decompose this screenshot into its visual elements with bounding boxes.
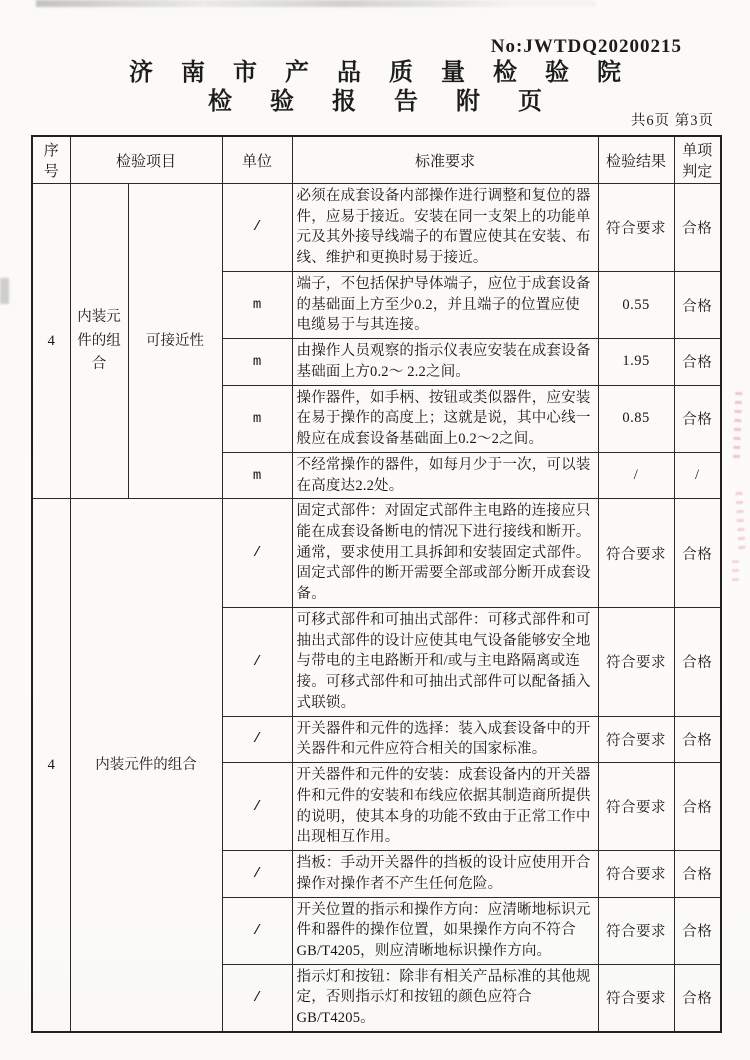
judgment-cell: 合格 (674, 964, 721, 1032)
unit-cell: / (222, 716, 292, 762)
report-subtitle: 检 验 报 告 附 页 (208, 88, 558, 115)
requirement-cell: 挡板：手动开关器件的挡板的设计应使用开合操作对操作者不产生任何危险。 (292, 851, 598, 897)
requirement-cell: 开关位置的指示和操作方向：应清晰地标识元件和器件的操作位置，如果操作方向不符合GB/T4205，则应清晰地标识操作方向。 (292, 897, 598, 964)
institute-name: 济 南 市 产 品 质 量 检 验 院 (129, 60, 632, 86)
judgment-cell: 合格 (674, 716, 721, 762)
requirement-cell: 由操作人员观察的指示仪表应安装在成套设备基础面上方0.2～ 2.2之间。 (292, 339, 598, 385)
requirement-cell: 开关器件和元件的安装：成套设备内的开关器件和元件的安装和布线应依据其制造商所提供的说明，使其本身的功能不致由于正常工作中出现相互作用。 (292, 763, 598, 851)
requirement-cell: 固定式部件：对固定式部件主电路的连接应只能在成套设备断电的情况下进行接线和断开。通常，要求使用工具拆卸和安装固定式部件。固定式部件的断开需要全部或部分断开成套设备。 (292, 499, 598, 608)
result-cell: 符合要求 (598, 964, 674, 1032)
unit-cell: m (222, 385, 292, 452)
requirement-cell: 指示灯和按钮：除非有相关产品标准的其他规定，否则指示灯和按钮的颜色应符合GB/T4205。 (292, 964, 598, 1032)
document-title (0, 60, 750, 116)
unit-cell: / (222, 964, 292, 1032)
unit-cell: / (222, 499, 292, 608)
red-ink-bleed-mark (733, 392, 743, 464)
requirement-cell: 必须在成套设备内部操作进行调整和复位的器件，应易于接近。安装在同一支架上的功能单元及其外接导线端子的布置应使其在安装、布线、维护和更换时易于接近。 (292, 184, 598, 272)
unit-cell: / (222, 184, 292, 272)
red-ink-bleed-mark (732, 560, 739, 586)
result-cell: 符合要求 (598, 607, 674, 716)
result-cell: 符合要求 (598, 716, 674, 762)
unit-cell: / (222, 607, 292, 716)
judgment-cell: 合格 (674, 897, 721, 964)
result-cell: 1.95 (598, 339, 674, 385)
header-item: 检验项目 (70, 136, 222, 184)
judgment-cell: 合格 (674, 339, 721, 385)
judgment-cell: 合格 (674, 499, 721, 608)
report-number: No:JWTDQ20200215 (490, 36, 682, 57)
table-header-row (32, 136, 721, 184)
judgment-cell: 合格 (674, 184, 721, 272)
result-cell: 符合要求 (598, 184, 674, 272)
table-row (32, 184, 721, 272)
page-number-info: 共6页 第3页 (630, 113, 714, 129)
item-main-cell: 内装元件的组合 (70, 184, 128, 499)
unit-cell: m (222, 271, 292, 338)
header-judgment: 单项判定 (674, 136, 721, 184)
result-cell: 符合要求 (598, 499, 674, 608)
result-cell: 0.85 (598, 385, 674, 452)
result-cell: / (598, 452, 674, 498)
scan-artifact-top (36, 0, 596, 7)
judgment-cell: 合格 (674, 851, 721, 897)
requirement-cell: 端子，不包括保护导体端子，应位于成套设备的基础面上方至少0.2，并且端子的位置应使电缆易于与其连接。 (292, 271, 598, 338)
unit-cell: m (222, 339, 292, 385)
requirement-cell: 不经常操作的器件，如每月少于一次，可以装在高度达2.2处。 (292, 452, 598, 498)
requirement-cell: 操作器件，如手柄、按钮或类似器件，应安装在易于操作的高度上；这就是说，其中心线一般应在成套设备基础面上0.2～2之间。 (292, 385, 598, 452)
result-cell: 符合要求 (598, 851, 674, 897)
unit-cell: / (222, 763, 292, 851)
result-cell: 符合要求 (598, 897, 674, 964)
inspection-table (31, 135, 722, 1033)
judgment-cell: 合格 (674, 763, 721, 851)
unit-cell: / (222, 851, 292, 897)
table-row (32, 499, 721, 608)
judgment-cell: 合格 (674, 385, 721, 452)
seq-cell: 4 (32, 184, 70, 499)
requirement-cell: 可移式部件和可抽出式部件：可移式部件和可抽出式部件的设计应使其电气设备能够安全地与带电的主电路断开和/或与主电路隔离或连接。可移式部件和可抽出式部件可以配备插入式联锁。 (292, 607, 598, 716)
judgment-cell: 合格 (674, 271, 721, 338)
scan-artifact-left (0, 278, 9, 304)
item-sub-cell: 可接近性 (128, 184, 222, 499)
judgment-cell: / (674, 452, 721, 498)
red-ink-bleed-mark (735, 492, 745, 552)
judgment-cell: 合格 (674, 607, 721, 716)
item-main-cell: 内装元件的组合 (70, 499, 222, 1032)
unit-cell: m (222, 452, 292, 498)
result-cell: 符合要求 (598, 763, 674, 851)
header-requirement: 标准要求 (292, 136, 598, 184)
header-unit: 单位 (222, 136, 292, 184)
result-cell: 0.55 (598, 271, 674, 338)
header-seq: 序号 (32, 136, 70, 184)
requirement-cell: 开关器件和元件的选择：装入成套设备中的开关器件和元件应符合相关的国家标准。 (292, 716, 598, 762)
unit-cell: / (222, 897, 292, 964)
header-result: 检验结果 (598, 136, 674, 184)
seq-cell: 4 (32, 499, 70, 1032)
